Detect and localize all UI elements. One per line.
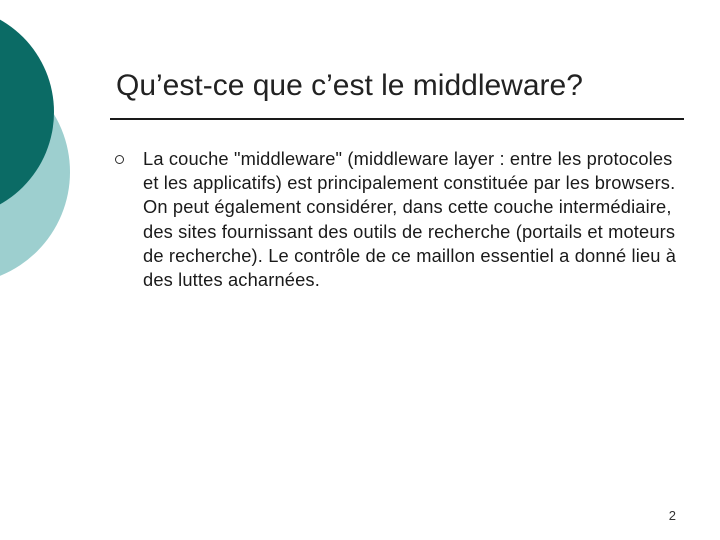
page-number: 2: [668, 508, 676, 523]
decorative-circles: [0, 0, 120, 300]
title-divider: [110, 118, 684, 120]
hollow-bullet-icon: [115, 155, 124, 164]
bullet-text: La couche "middleware" (middleware layer : entre les protocoles et les applicatifs) est principalement constituée par les browsers. On peut également considérer, dans cette couche intermédiaire, des sites fournissant des outils de recherche (portails et moteurs de recherche). Le contrôle de ce maillon essentiel a donné lieu à des luttes acharnées.: [143, 148, 677, 291]
slide-title: Qu’est-ce que c’est le middleware?: [116, 69, 583, 102]
